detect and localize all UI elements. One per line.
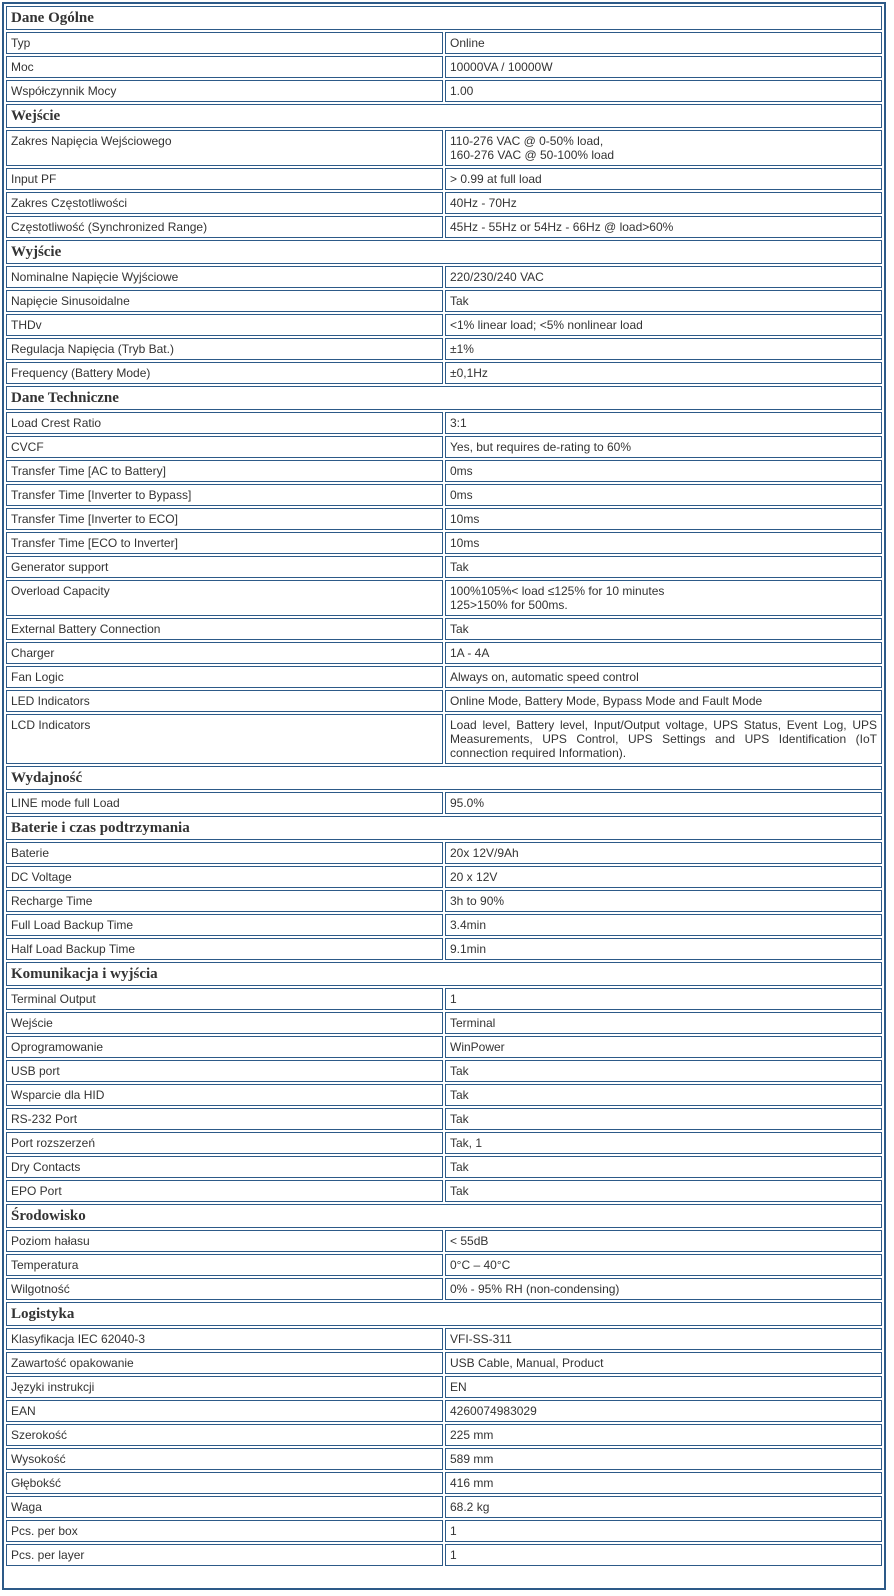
spec-row [6,1180,882,1202]
section-header-row [6,386,882,410]
spec-row [6,1472,882,1494]
spec-value: Tak [445,1060,882,1082]
spec-label: Zakres Częstotliwości [6,192,443,214]
spec-label: External Battery Connection [6,618,443,640]
spec-value: 416 mm [445,1472,882,1494]
spec-row [6,938,882,960]
spec-value: Tak, 1 [445,1132,882,1154]
spec-value: Load level, Battery level, Input/Output voltage, UPS Status, Event Log, UPS Measurements, UPS Control, UPS Settings and UPS Identification (IoT connection required Information). [445,714,882,764]
spec-label: Głębokść [6,1472,443,1494]
section-header-row [6,766,882,790]
spec-table [4,4,884,1568]
spec-row [6,1424,882,1446]
spec-label: LCD Indicators [6,714,443,764]
spec-label: Pcs. per box [6,1520,443,1542]
spec-label: Dry Contacts [6,1156,443,1178]
spec-label: Wilgotność [6,1278,443,1300]
spec-value: EN [445,1376,882,1398]
spec-value: 10ms [445,532,882,554]
spec-value: WinPower [445,1036,882,1058]
spec-value: 20 x 12V [445,866,882,888]
spec-label: Oprogramowanie [6,1036,443,1058]
spec-row [6,362,882,384]
spec-row [6,618,882,640]
spec-value: ±0,1Hz [445,362,882,384]
spec-row [6,168,882,190]
spec-row [6,690,882,712]
spec-label: DC Voltage [6,866,443,888]
spec-row [6,556,882,578]
spec-label: Regulacja Napięcia (Tryb Bat.) [6,338,443,360]
spec-label: LED Indicators [6,690,443,712]
section-title: Baterie i czas podtrzymania [6,816,882,840]
spec-row [6,290,882,312]
spec-row [6,56,882,78]
spec-label: Zawartość opakowanie [6,1352,443,1374]
spec-row [6,1254,882,1276]
section-header-row [6,962,882,986]
spec-row [6,532,882,554]
spec-row [6,1376,882,1398]
spec-label: Języki instrukcji [6,1376,443,1398]
spec-value: Tak [445,1156,882,1178]
spec-row [6,1278,882,1300]
spec-row [6,1496,882,1518]
spec-label: Waga [6,1496,443,1518]
spec-value: 0ms [445,484,882,506]
spec-label: Transfer Time [ECO to Inverter] [6,532,443,554]
spec-value: < 55dB [445,1230,882,1252]
spec-value: 225 mm [445,1424,882,1446]
section-title: Logistyka [6,1302,882,1326]
spec-value: VFI-SS-311 [445,1328,882,1350]
spec-row [6,1036,882,1058]
spec-row [6,412,882,434]
spec-row [6,642,882,664]
spec-row [6,1230,882,1252]
spec-row [6,1108,882,1130]
spec-row [6,792,882,814]
section-header-row [6,816,882,840]
spec-label: Frequency (Battery Mode) [6,362,443,384]
spec-row [6,1448,882,1470]
spec-value: 3:1 [445,412,882,434]
spec-row [6,338,882,360]
spec-value: 1 [445,1520,882,1542]
spec-row [6,508,882,530]
spec-label: Moc [6,56,443,78]
spec-label: Klasyfikacja IEC 62040-3 [6,1328,443,1350]
spec-value: Online [445,32,882,54]
spec-row [6,1400,882,1422]
spec-value: Tak [445,618,882,640]
spec-row [6,1328,882,1350]
spec-label: Wejście [6,1012,443,1034]
spec-label: Współczynnik Mocy [6,80,443,102]
section-header-row [6,1204,882,1228]
spec-label: Częstotliwość (Synchronized Range) [6,216,443,238]
spec-label: Transfer Time [Inverter to ECO] [6,508,443,530]
spec-row [6,1544,882,1566]
section-title: Wydajność [6,766,882,790]
spec-value: Tak [445,290,882,312]
spec-value: 10000VA / 10000W [445,56,882,78]
spec-label: Half Load Backup Time [6,938,443,960]
spec-row [6,216,882,238]
section-title: Wejście [6,104,882,128]
spec-label: Szerokość [6,1424,443,1446]
spec-label: Fan Logic [6,666,443,688]
spec-row [6,1156,882,1178]
spec-label: Load Crest Ratio [6,412,443,434]
spec-value: Tak [445,556,882,578]
spec-row [6,580,882,616]
spec-value: 9.1min [445,938,882,960]
spec-value: 45Hz - 55Hz or 54Hz - 66Hz @ load>60% [445,216,882,238]
spec-row [6,1520,882,1542]
spec-row [6,714,882,764]
spec-label: Terminal Output [6,988,443,1010]
spec-label: Nominalne Napięcie Wyjściowe [6,266,443,288]
spec-value: Tak [445,1108,882,1130]
spec-value: 220/230/240 VAC [445,266,882,288]
spec-label: USB port [6,1060,443,1082]
spec-label: Pcs. per layer [6,1544,443,1566]
spec-label: LINE mode full Load [6,792,443,814]
spec-value: 1 [445,988,882,1010]
spec-table-body [6,6,882,1566]
spec-value: ±1% [445,338,882,360]
spec-row [6,842,882,864]
spec-value: 100%105%< load ≤125% for 10 minutes 125>150% for 500ms. [445,580,882,616]
spec-value: > 0.99 at full load [445,168,882,190]
spec-row [6,1012,882,1034]
spec-row [6,890,882,912]
spec-value: Always on, automatic speed control [445,666,882,688]
section-header-row [6,240,882,264]
spec-value: 40Hz - 70Hz [445,192,882,214]
spec-table-frame [2,2,886,1590]
spec-row [6,866,882,888]
section-title: Dane Ogólne [6,6,882,30]
spec-label: Wsparcie dla HID [6,1084,443,1106]
spec-row [6,1352,882,1374]
spec-value: 10ms [445,508,882,530]
spec-row [6,988,882,1010]
spec-row [6,666,882,688]
spec-value: 0°C – 40°C [445,1254,882,1276]
spec-row [6,314,882,336]
spec-value: Terminal [445,1012,882,1034]
spec-value: 0% - 95% RH (non-condensing) [445,1278,882,1300]
section-header-row [6,104,882,128]
spec-value: 3h to 90% [445,890,882,912]
spec-label: Poziom hałasu [6,1230,443,1252]
spec-value: 1 [445,1544,882,1566]
spec-row [6,1132,882,1154]
spec-value: Yes, but requires de-rating to 60% [445,436,882,458]
spec-label: EAN [6,1400,443,1422]
spec-label: Charger [6,642,443,664]
spec-row [6,914,882,936]
spec-label: Typ [6,32,443,54]
spec-value: 68.2 kg [445,1496,882,1518]
spec-label: Napięcie Sinusoidalne [6,290,443,312]
spec-label: Zakres Napięcia Wejściowego [6,130,443,166]
spec-row [6,32,882,54]
spec-value: 1.00 [445,80,882,102]
spec-value: 110-276 VAC @ 0-50% load, 160-276 VAC @ 50-100% load [445,130,882,166]
spec-label: Recharge Time [6,890,443,912]
section-title: Komunikacja i wyjścia [6,962,882,986]
spec-row [6,484,882,506]
spec-label: Transfer Time [AC to Battery] [6,460,443,482]
spec-label: Wysokość [6,1448,443,1470]
section-title: Dane Techniczne [6,386,882,410]
spec-label: THDv [6,314,443,336]
spec-label: Input PF [6,168,443,190]
section-header-row [6,1302,882,1326]
section-header-row [6,6,882,30]
spec-value: 95.0% [445,792,882,814]
spec-value: 0ms [445,460,882,482]
section-title: Wyjście [6,240,882,264]
spec-row [6,1060,882,1082]
spec-row [6,80,882,102]
spec-label: EPO Port [6,1180,443,1202]
spec-row [6,460,882,482]
spec-label: RS-232 Port [6,1108,443,1130]
spec-value: 4260074983029 [445,1400,882,1422]
spec-row [6,266,882,288]
spec-row [6,436,882,458]
spec-row [6,1084,882,1106]
spec-value: <1% linear load; <5% nonlinear load [445,314,882,336]
spec-value: 20x 12V/9Ah [445,842,882,864]
spec-label: CVCF [6,436,443,458]
spec-value: Online Mode, Battery Mode, Bypass Mode and Fault Mode [445,690,882,712]
spec-label: Temperatura [6,1254,443,1276]
spec-label: Port rozszerzeń [6,1132,443,1154]
spec-value: Tak [445,1180,882,1202]
spec-value: 3.4min [445,914,882,936]
spec-label: Transfer Time [Inverter to Bypass] [6,484,443,506]
spec-label: Overload Capacity [6,580,443,616]
spec-value: 1A - 4A [445,642,882,664]
spec-label: Baterie [6,842,443,864]
spec-value: Tak [445,1084,882,1106]
spec-value: USB Cable, Manual, Product [445,1352,882,1374]
spec-label: Full Load Backup Time [6,914,443,936]
spec-row [6,192,882,214]
section-title: Środowisko [6,1204,882,1228]
spec-label: Generator support [6,556,443,578]
spec-value: 589 mm [445,1448,882,1470]
spec-row [6,130,882,166]
